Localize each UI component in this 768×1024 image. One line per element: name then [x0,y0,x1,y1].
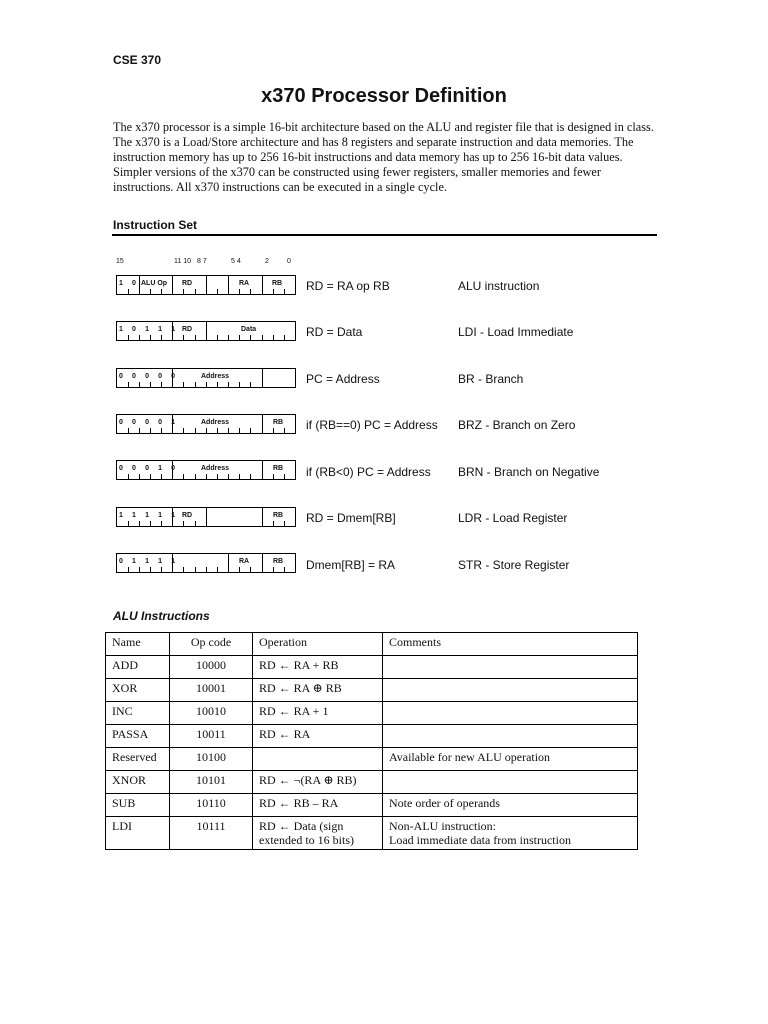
format-description: RD = Dmem[RB] [306,511,396,525]
field-rb: RB [273,465,284,472]
format-description: if (RB==0) PC = Address [306,418,438,432]
instr-operation: RD ← RA + 1 [253,702,383,725]
instr-opcode: 10110 [170,794,253,817]
instr-comment [383,702,638,725]
instr-opcode: 10000 [170,656,253,679]
instr-opcode: 10011 [170,725,253,748]
field-rb: RB [273,512,284,519]
instr-comment [383,817,638,850]
instr-operation: RD ← RA + RB [253,656,383,679]
instr-opcode: 10001 [170,679,253,702]
format-name: BRN - Branch on Negative [458,465,600,479]
format-name: LDI - Load Immediate [458,325,574,339]
field-rd: RD [182,326,193,333]
instruction-format-brz [116,414,296,438]
alu-instructions-heading: ALU Instructions [113,609,210,623]
field-rb: RB [272,280,283,287]
operation-line: extended to 16 bits) [259,833,354,847]
instr-name: ADD [106,656,170,679]
instr-opcode: 10100 [170,748,253,771]
instruction-format-alu [116,275,296,299]
field-alu-op: ALU Op [141,280,168,287]
field-rd: RD [182,512,193,519]
opcode-bits: 0 0 0 0 1 [119,419,179,426]
instr-name: XNOR [106,771,170,794]
instruction-set-heading: Instruction Set [113,218,198,232]
column-header: Comments [383,633,638,656]
field-address: Address [201,465,230,472]
instr-comment [383,725,638,748]
instr-opcode: 10010 [170,702,253,725]
instr-comment [383,656,638,679]
opcode-bits: 0 0 0 0 0 [119,373,179,380]
section-divider [112,234,657,236]
operation-line: RD ← Data (sign [259,819,344,833]
bit-number: 0 [287,258,291,265]
instr-name: INC [106,702,170,725]
instruction-format-brn [116,460,296,484]
instr-operation [253,817,383,850]
instr-comment: Note order of operands [383,794,638,817]
format-description: if (RB<0) PC = Address [306,465,431,479]
table-row [106,656,638,679]
intro-text: The x370 processor is a simple 16-bit architecture based on the ALU and register file that is designed in class. The x370 is a Load/Store architecture and has 8 registers and separate instruction and data memories. The instruction memory has up to 256 16-bit instructions and data memory has up to 256 16-bit data values. Simpler versions of the x370 can be constructed using fewer registers, smaller memories and fewer instructions. All x370 instructions can be executed in a single cycle. [113,120,654,194]
opcode-bits: 1 0 [119,280,140,287]
intro-paragraph [113,120,659,195]
column-header: Operation [253,633,383,656]
field-ra: RA [239,558,250,565]
instr-operation: RD ← RA [253,725,383,748]
instr-name: PASSA [106,725,170,748]
opcode-bits: 1 1 1 1 1 [119,512,179,519]
instr-name: Reserved [106,748,170,771]
bit-number: 5 4 [231,258,241,265]
field-address: Address [201,419,230,426]
table-row [106,748,638,771]
opcode-bits: 0 0 0 1 0 [119,465,179,472]
table-row [106,771,638,794]
instr-opcode: 10101 [170,771,253,794]
table-row [106,679,638,702]
opcode-bits: 1 0 1 1 1 [119,326,179,333]
format-description: Dmem[RB] = RA [306,558,396,572]
format-description: RD = Data [306,325,363,339]
instr-opcode: 10111 [170,817,253,850]
instr-operation: RD ← RB – RA [253,794,383,817]
format-description: RD = RA op RB [306,279,390,293]
instr-operation [253,748,383,771]
course-code: CSE 370 [113,53,162,67]
table-row [106,817,638,850]
comment-line: Load immediate data from instruction [389,833,571,847]
field-rd: RD [182,280,193,287]
instr-name: XOR [106,679,170,702]
column-header: Name [106,633,170,656]
bit-number: 11 10 [174,258,191,265]
instruction-format-ldr [116,507,296,531]
page-title: x370 Processor Definition [261,85,507,107]
comment-line: Non-ALU instruction: [389,819,496,833]
instr-operation: RD ← RA ⊕ RB [253,679,383,702]
format-name: BR - Branch [458,372,524,386]
alu-instructions-table [105,632,638,850]
format-name: ALU instruction [458,279,540,293]
instruction-format-br [116,368,296,392]
instr-name: LDI [106,817,170,850]
table-row [106,794,638,817]
bit-position-header [0,258,768,268]
table-header-row [106,633,638,656]
instr-operation: RD ← ¬(RA ⊕ RB) [253,771,383,794]
table-row [106,702,638,725]
opcode-bits: 0 1 1 1 1 [119,558,179,565]
field-ra: RA [239,280,250,287]
instr-comment [383,771,638,794]
format-description: PC = Address [306,372,380,386]
bit-number: 2 [265,258,269,265]
field-rb: RB [273,558,284,565]
format-name: BRZ - Branch on Zero [458,418,576,432]
instruction-format-ldi [116,321,296,345]
column-header: Op code [170,633,253,656]
bit-number: 8 7 [197,258,207,265]
instr-comment [383,679,638,702]
instruction-format-str [116,553,296,577]
format-name: STR - Store Register [458,558,570,572]
format-name: LDR - Load Register [458,511,568,525]
instr-name: SUB [106,794,170,817]
field-address: Address [201,373,230,380]
bit-number: 15 [116,258,124,265]
field-data: Data [241,326,257,333]
table-row [106,725,638,748]
instr-comment: Available for new ALU operation [383,748,638,771]
field-rb: RB [273,419,284,426]
